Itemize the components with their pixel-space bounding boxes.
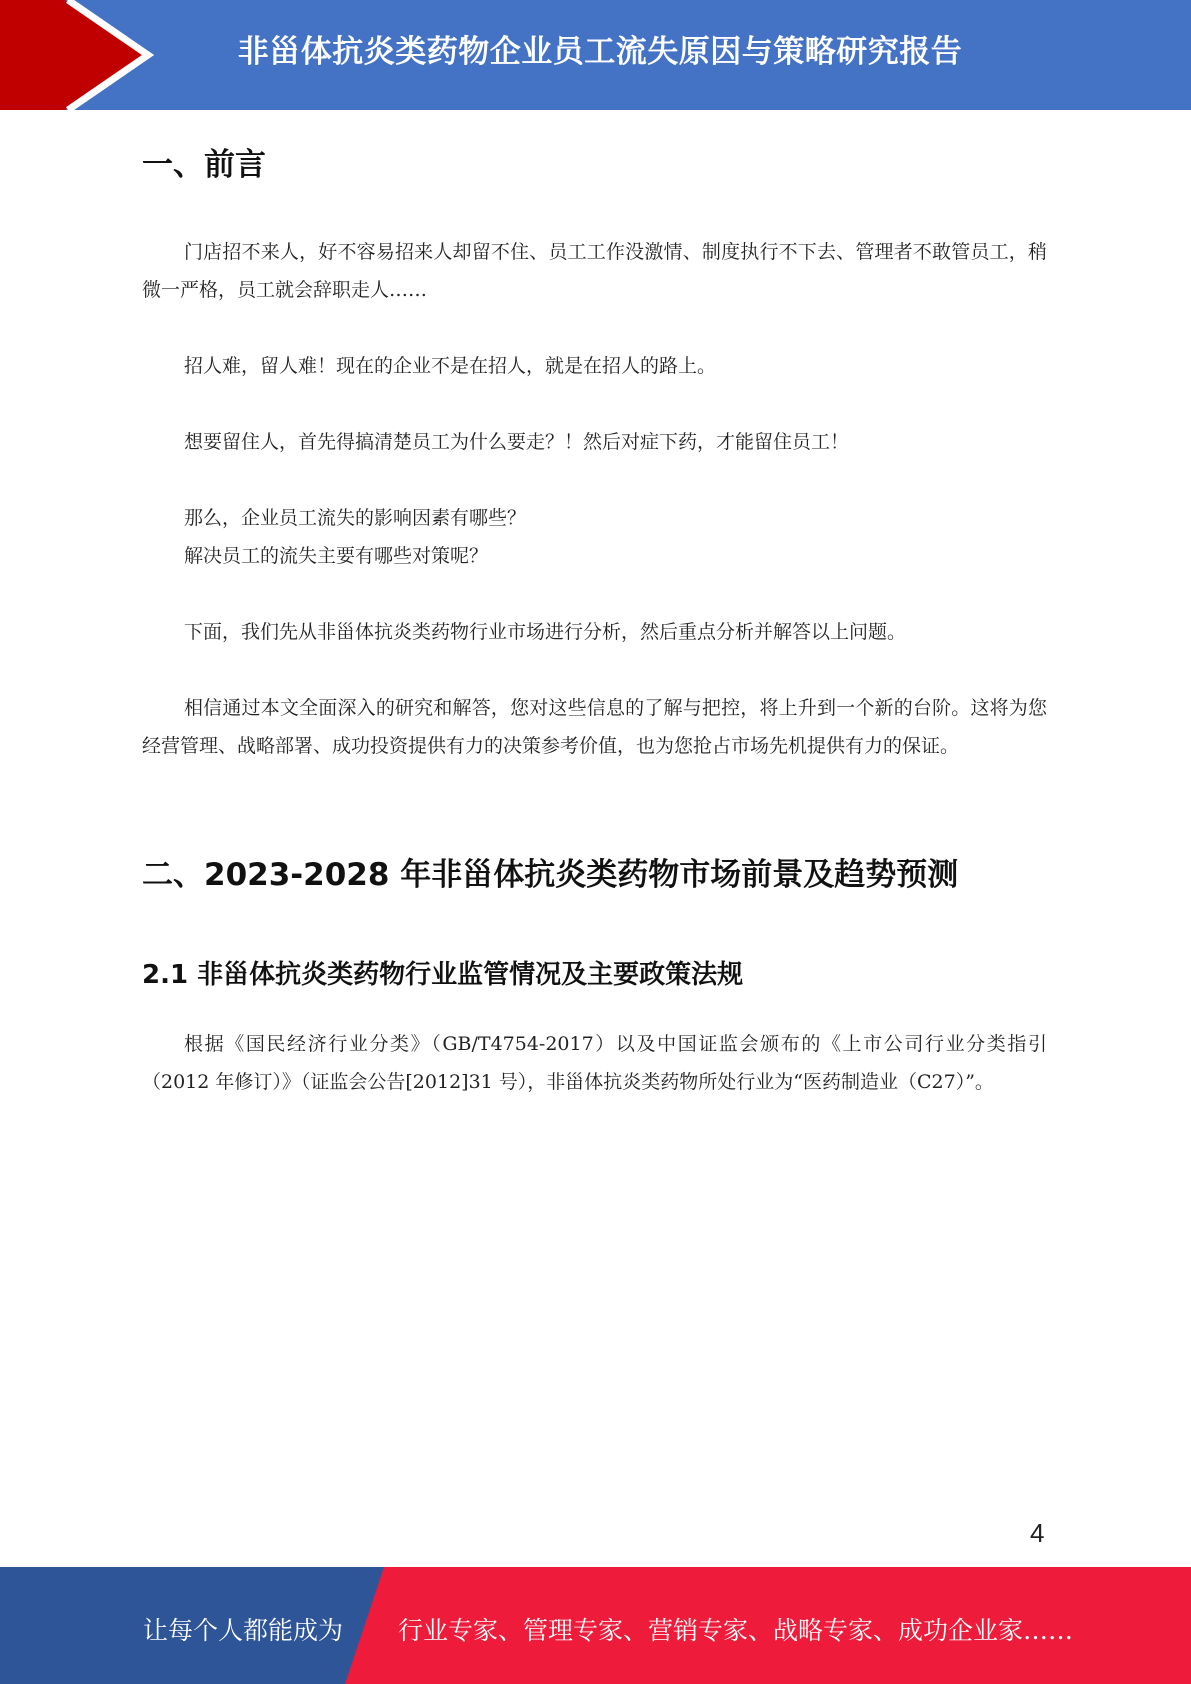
intro-paragraph-5: 下面，我们先从非甾体抗炎类药物行业市场进行分析，然后重点分析并解答以上问题。 [184,621,907,643]
section-2-1-heading: 2.1 非甾体抗炎类药物行业监管情况及主要政策法规 [142,960,744,990]
intro-paragraph-3: 想要留住人，首先得搞清楚员工为什么要走？！然后对症下药，才能留住员工！ [184,431,850,453]
report-title: 非甾体抗炎类药物企业员工流失原因与策略研究报告 [237,34,963,70]
footer-slogan-right: 行业专家、管理专家、营销专家、战略专家、成功企业家…… [398,1616,1074,1645]
section-2-1-paragraph: 根据《国民经济行业分类》（GB/T4754-2017）以及中国证监会颁布的《上市公司行业分类指引（2012 年修订）》（证监会公告[2012]31 号），非甾体抗炎类药物所处行业为“医药制造业（C27）”。 [142,1033,1047,1093]
header-bar [0,0,1191,110]
intro-paragraph-2: 招人难，留人难！现在的企业不是在招人，就是在招人的路上。 [184,355,717,377]
intro-paragraph-4a: 那么，企业员工流失的影响因素有哪些？ [184,507,527,529]
intro-paragraph-6: 相信通过本文全面深入的研究和解答，您对这些信息的了解与把控，将上升到一个新的台阶。这将为您经营管理、战略部署、成功投资提供有力的决策参考价值，也为您抢占市场先机提供有力的保证。 [142,697,1047,757]
intro-paragraph-1: 门店招不来人，好不容易招来人却留不住、员工工作没激情、制度执行不下去、管理者不敢管员工，稍微一严格，员工就会辞职走人…… [142,241,1047,301]
footer-bar [0,1567,1191,1684]
page-number: 4 [1030,1518,1045,1548]
intro-paragraph-4b: 解决员工的流失主要有哪些对策呢？ [184,545,489,567]
footer-slogan-left: 让每个人都能成为 [143,1616,344,1645]
section-2-heading: 二、2023-2028 年非甾体抗炎类药物市场前景及趋势预测 [142,857,959,893]
section-1-heading: 一、前言 [142,147,266,183]
